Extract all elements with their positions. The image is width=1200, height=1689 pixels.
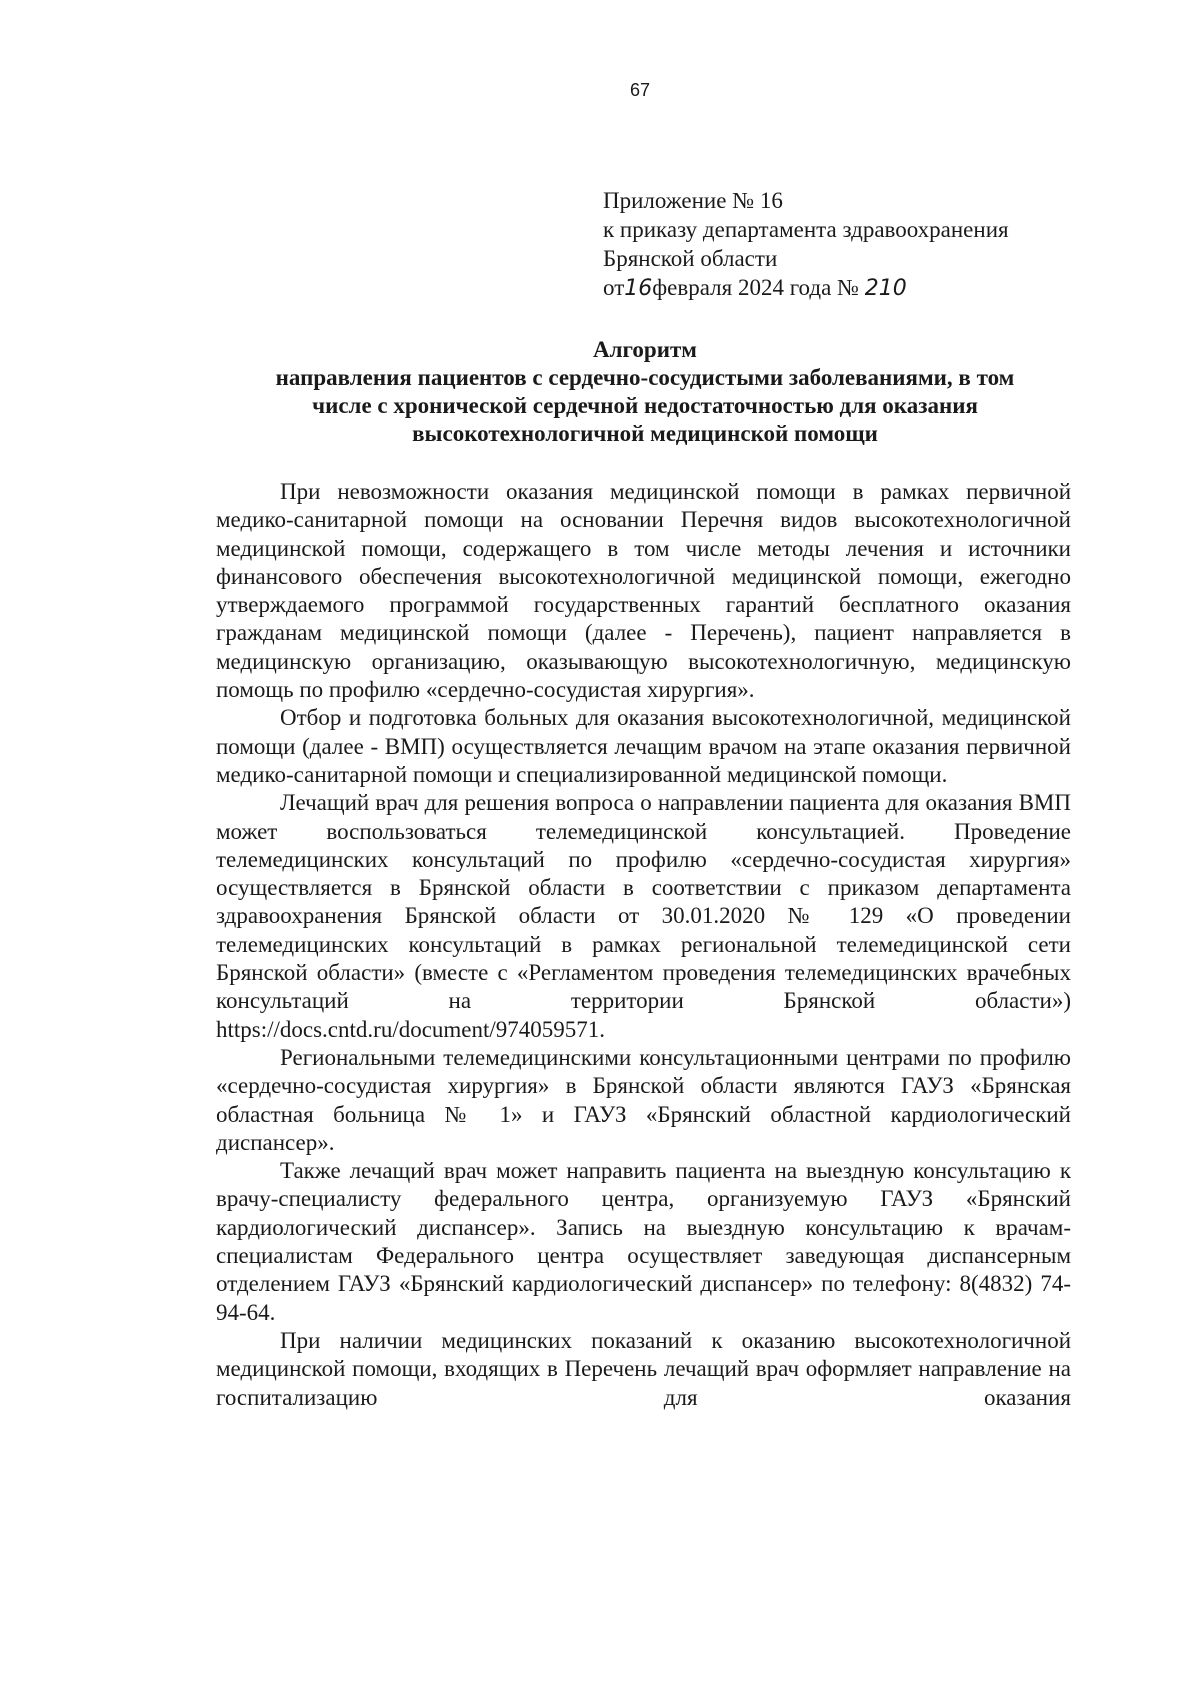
paragraph-4: Региональными телемедицинскими консультационными центрами по профилю «сердечно-сосудистая хирургия» в Брянской области являются ГАУЗ «Брянская областная больница № 1» и ГАУЗ «Брянский областной кардиологический диспансер». [216,1044,1071,1155]
annex-order-number: 210 [864,276,907,301]
page-number: 67 [629,80,651,100]
annex-order-reference: к приказу департамента здравоохранения [603,217,1009,242]
annex-title: Приложение № 16 [603,188,783,213]
paragraph-2: Отбор и подготовка больных для оказания высокотехнологичной, медицинской помощи (далее - ВМП) осуществляется лечащим врачом на этапе оказания первичной медико-санитарной помощи и специализированной медицинской помощи. [216,705,1071,787]
annex-region: Брянской области [603,246,778,271]
paragraph-5: Также лечащий врач может направить пациента на выездную консультацию к врачу-специалисту федерального центра, организуемую ГАУЗ «Брянский кардиологический диспансер». Запись на выездную консультацию к врачам-специалистам Федерального центра осуществляет заведующая диспансерным отделением ГАУЗ «Брянский кардиологический диспансер» по телефону: 8(4832) 74-94-64. [216,1158,1071,1325]
paragraph-1: При невозможности оказания медицинской помощи в рамках первичной медико-санитарной помощи на основании Перечня видов высокотехнологичной медицинской помощи, содержащего в том числе методы лечения и источники финансового обеспечения высокотехнологичной медицинской помощи, ежегодно утверждаемого программой государственных гарантий бесплатного оказания гражданам медицинской помощи (далее - Перечень), пациент направляется в медицинскую организацию, оказывающую высокотехнологичную, медицинскую помощь по профилю «сердечно-сосудистая хирургия». [216,479,1071,703]
heading-subtitle-line-2: числе с хронической сердечной недостаточностью для оказания [312,393,978,418]
annex-date-line [603,273,1063,303]
heading-title: Алгоритм [593,337,697,362]
annex-date-prefix: от [603,275,625,300]
heading-subtitle-line-3: высокотехнологичной медицинской помощи [412,421,878,446]
paragraph-6: При наличии медицинских показаний к оказанию высокотехнологичной медицинской помощи, входящих в Перечень лечащий врач оформляет направление на госпитализацию для оказания [216,1327,1071,1410]
document-body [216,478,1071,1412]
annex-header [603,186,1063,303]
document-heading [210,336,1080,448]
heading-subtitle-line-1: направления пациентов с сердечно-сосудистыми заболеваниями, в том [275,365,1015,390]
annex-date-day: 16 [624,276,653,301]
annex-date-rest: февраля 2024 года № [652,275,859,300]
paragraph-3: Лечащий врач для решения вопроса о направлении пациента для оказания ВМП может воспользоваться телемедицинской консультацией. Проведение телемедицинских консультаций по профилю «сердечно-сосудистая хирургия» осуществляется в Брянской области в соответствии с приказом департамента здравоохранения Брянской области от 30.01.2020 № 129 «О проведении телемедицинских консультаций в рамках региональной телемедицинской сети Брянской области» (вместе с «Регламентом проведения телемедицинских врачебных консультаций на территории Брянской области») https://docs.cntd.ru/document/974059571. [216,790,1071,1042]
